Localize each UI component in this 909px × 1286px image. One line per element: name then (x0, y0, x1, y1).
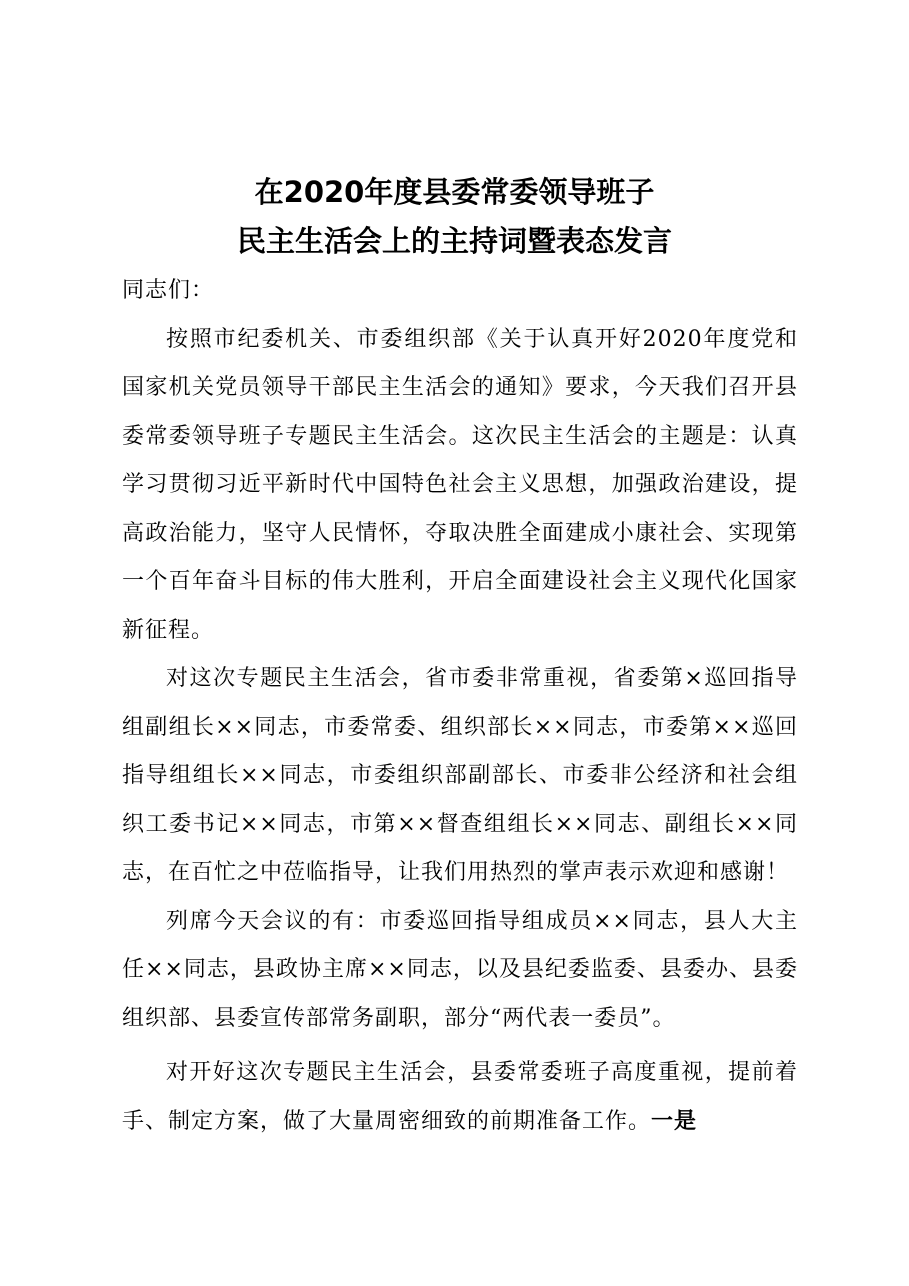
paragraph-3: 列席今天会议的有：市委巡回指导组成员××同志，县人大主任××同志，县政协主席××同志，以及县纪委监委、县委办、县委组织部、县委宣传部常务副职，部分“两代表一委员”。 (122, 908, 798, 1031)
paragraph-2: 对这次专题民主生活会，省市委非常重视，省委第×巡回指导组副组长××同志，市委常委、组织部长××同志，市委第××巡回指导组组长××同志，市委组织部副部长、市委非公经济和社会组织工委书记××同志，市第××督查组组长××同志、副组长××同志，在百忙之中莅临指导，让我们用热烈的掌声表示欢迎和感谢！ (122, 666, 798, 885)
paragraph-4-text: 对开好这次专题民主生活会，县委常委班子高度重视，提前着手、制定方案，做了大量周密细致的前期准备工作。 (122, 1060, 798, 1134)
paragraph-4 (122, 1049, 798, 1146)
document-body (122, 267, 798, 1146)
paragraph-1: 按照市纪委机关、市委组织部《关于认真开好2020年度党和国家机关党员领导干部民主生活会的通知》要求，今天我们召开县委常委领导班子专题民主生活会。这次民主生活会的主题是：认真学习贯彻习近平新时代中国特色社会主义思想，加强政治建设，提高政治能力，坚守人民情怀，夺取决胜全面建成小康社会、实现第一个百年奋斗目标的伟大胜利，开启全面建设社会主义现代化国家新征程。 (122, 326, 798, 643)
document-title-line-2: 民主生活会上的主持词暨表态发言 (236, 224, 672, 258)
salutation: 同志们： (122, 278, 215, 303)
document-title-line-1: 在2020年度县委常委领导班子 (254, 175, 655, 209)
paragraph-4-bold-lead: 一是 (651, 1108, 698, 1134)
